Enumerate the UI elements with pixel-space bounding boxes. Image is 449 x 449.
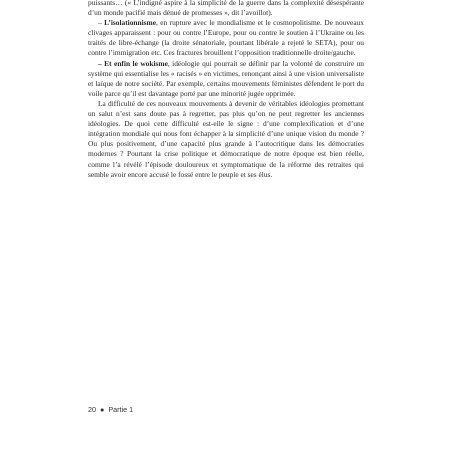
paragraph-isolationnisme: [88, 18, 364, 58]
part-label: Partie 1: [108, 405, 134, 414]
footer-bullet-icon: ●: [100, 405, 105, 414]
page-footer: [88, 405, 133, 414]
paragraph-3-text: , idéologie qui pourrait se définir par la volonté de construire un système qui essentialise les « racisés » en victimes, renonçant ainsi à une vision universaliste et laïque de notre société. Par exemple, certains mouvements féministes défendent le port du voile parce qu’il est davantage porté par une minorité jugée opprimée.: [88, 58, 364, 98]
paragraph-4-text: La difficulté de ces nouveaux mouvements à devenir de véritables idéologies promettant un salut n’est sans doute pas à regretter, pas plus qu’on ne peut regretter les anciennes idéologies. De quoi cette difficulté est-elle le signe : d’une complexification et d’une intégration mondiale qui nous font échapper à la simplicité d’une unique vision du monde ? Ou plus positivement, d’une capacité plus grande à l’autocritique dans les démocraties modernes ? Pourtant la crise politique et démocratique de notre époque est bien réelle, comme l’a révélé l’épisode douloureux et symptomatique de la réforme des retraites qui semble avoir encore accusé le fossé entre le peuple et ses élus.: [88, 98, 364, 179]
paragraph-2-text: , en rupture avec le mondialisme et le cosmopolitisme. De nouveaux clivages apparaissent : pour ou contre l’Europe, pour ou contre le soutien à l’Ukraine ou les traités de libre-échange (la droite sénatoriale, pourtant libérale a rejeté le SETA), pour ou contre l’immigration etc. Ces fractures brouillent l’opposition traditionnelle droite/gauche.: [88, 18, 364, 58]
paragraph-conclusion: [88, 99, 364, 180]
paragraph-2-lead: –: [98, 18, 105, 28]
paragraph-1-text: puissants… (« L’indigné aspire à la simplicité de la guerre dans la complexité désespérante d’un monde pacifié mais dénué de promesses », dit l’avoillot).: [88, 0, 364, 18]
page-number: 20: [88, 405, 96, 414]
term-isolationnisme: L’isolationnisme: [104, 18, 156, 28]
paragraph-1: [88, 0, 364, 18]
page-body: [88, 0, 364, 180]
paragraph-wokisme: [88, 59, 364, 99]
paragraph-3-lead: – Et enfin le: [98, 58, 141, 68]
term-wokisme: wokisme: [140, 58, 168, 68]
